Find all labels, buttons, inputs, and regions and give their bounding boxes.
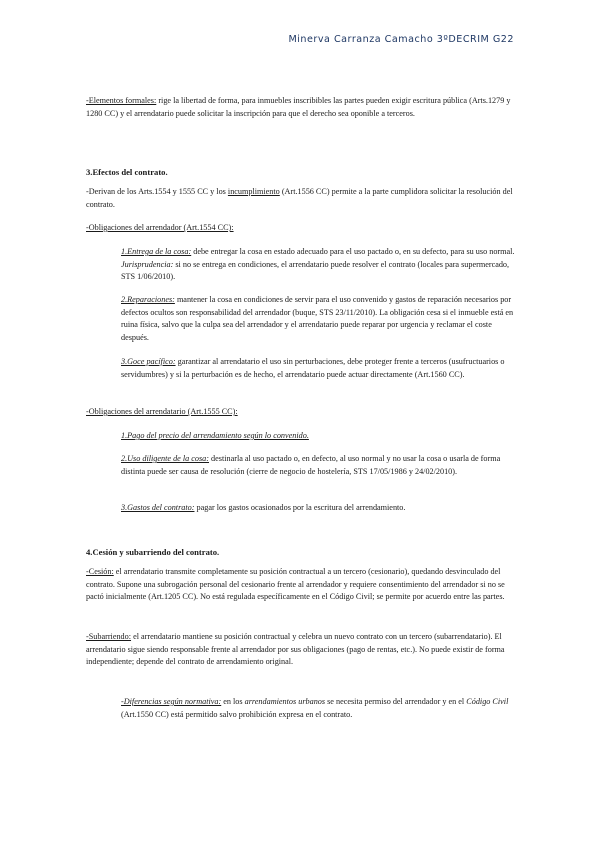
term-diferencias: -Diferencias según normativa:: [121, 697, 222, 706]
paragraph-text: se necesita permiso del arrendador y en el: [325, 697, 467, 706]
subheading-text: -Obligaciones del arrendador (Art.1554 CC):: [86, 223, 234, 232]
paragraph-diferencias-normativa: [121, 696, 515, 721]
term-elementos-formales: -Elementos formales:: [86, 96, 157, 105]
item-label: 2.Reparaciones:: [121, 295, 175, 304]
item-text: pagar los gastos ocasionados por la escritura del arrendamiento.: [194, 503, 406, 512]
term-cesion: -Cesión:: [86, 567, 114, 576]
item-label: 3.Goce pacífico:: [121, 357, 176, 366]
paragraph-text: el arrendatario mantiene su posición contractual y celebra un nuevo contrato con un tercero (subarrendatario). El arrendatario sigue siendo responsable frente al arrendador por sus obligaciones (pago de rentas, etc.). No puede existir de forma independiente; depende del contrato de arrendamiento original.: [86, 632, 505, 667]
item-text: mantener la cosa en condiciones de servir para el uso convenido y gastos de reparación necesarios por defectos ocultos son responsabilidad del arrendador (buque, STS 23/11/2010). La obligación cesa si el inmueble está en ruina física, salvo que la culpa sea del arrendador y el arrendatario puede reparar por urgencia y reclamar el coste después.: [121, 295, 514, 342]
section-heading-efectos: 3.Efectos del contrato.: [86, 167, 168, 177]
item-text: garantizar al arrendatario el uso sin perturbaciones, debe proteger frente a terceros (usufructuarios o servidumbres) y si la perturbación es de hecho, el arrendatario puede actuar directamente (Art.1560 CC).: [121, 357, 505, 379]
item-pago-precio: [121, 430, 520, 443]
paragraph-text: rige la libertad de forma, para inmuebles inscribibles las partes pueden exigir escritura pública (Arts.1279 y 1280 CC) y el arrendatario puede solicitar la inscripción para que el derecho sea oponible a terceros.: [86, 96, 511, 118]
paragraph-subarriendo: [86, 631, 518, 669]
paragraph-text: el arrendatario transmite completamente su posición contractual a un tercero (cesionario), quedando desvinculado del contrato. Supone una subrogación personal del cesionario frente al arrendador y requiere consentimiento del arrendador si no se pactó inicialmente (Art.1205 CC). No está regulada específicamente en el Código Civil; se permite por acuerdo entre las partes.: [86, 567, 505, 602]
item-uso-diligente: [121, 453, 520, 478]
subheading-obligaciones-arrendador: [86, 222, 518, 235]
item-entrega-cosa: [121, 246, 520, 284]
item-goce-pacifico: [121, 356, 520, 381]
term-jurisprudencia: Jurisprudencia:: [121, 259, 174, 269]
page-header-author: Minerva Carranza Camacho 3ºDECRIM G22: [288, 34, 514, 45]
item-label: 1.Entrega de la cosa:: [121, 247, 192, 256]
subheading-obligaciones-arrendatario: [86, 406, 518, 419]
paragraph-text: (Art.1556 CC) permite a la parte cumplidora solicitar la resolución del contrato.: [86, 187, 513, 209]
term-subarriendo: -Subarriendo:: [86, 632, 132, 641]
item-label: 3.Gastos del contrato:: [121, 503, 195, 512]
paragraph-text: en los: [221, 697, 245, 706]
subheading-text: -Obligaciones del arrendatario (Art.1555 CC):: [86, 407, 238, 416]
item-text: si no se entrega en condiciones, el arrendatario puede resolver el contrato (locales para supermercado, STS 1/06/2010).: [121, 259, 510, 282]
item-text: debe entregar la cosa en estado adecuado para el uso pactado o, en su defecto, para su uso normal.: [191, 247, 515, 256]
term-incumplimiento: incumplimiento: [227, 187, 280, 196]
paragraph-cesion: [86, 566, 518, 604]
item-text: destinarla al uso pactado o, en defecto, al uso normal y no usar la cosa o usarla de forma distinta puede ser causa de resolución (cierre de negocio de hostelería, STS 17/05/1986 y 24/02/2010).: [121, 454, 501, 476]
paragraph-derivan: [86, 186, 518, 211]
section-heading-cesion: 4.Cesión y subarriendo del contrato.: [86, 547, 220, 557]
item-reparaciones: [121, 294, 520, 344]
term-codigo-civil: Código Civil: [466, 697, 509, 706]
paragraph-text: (Art.1550 CC) está permitido salvo prohibición expresa en el contrato.: [121, 709, 353, 719]
paragraph-elementos-formales: [86, 95, 518, 120]
item-label: 2.Uso diligente de la cosa:: [121, 454, 209, 463]
paragraph-text: -Derivan de los Arts.1554 y 1555 CC y los: [86, 187, 228, 196]
item-label: 1.Pago del precio del arrendamiento según lo convenido.: [121, 431, 309, 440]
term-arrendamientos-urbanos: arrendamientos urbanos: [244, 697, 326, 706]
item-gastos-contrato: [121, 502, 520, 515]
